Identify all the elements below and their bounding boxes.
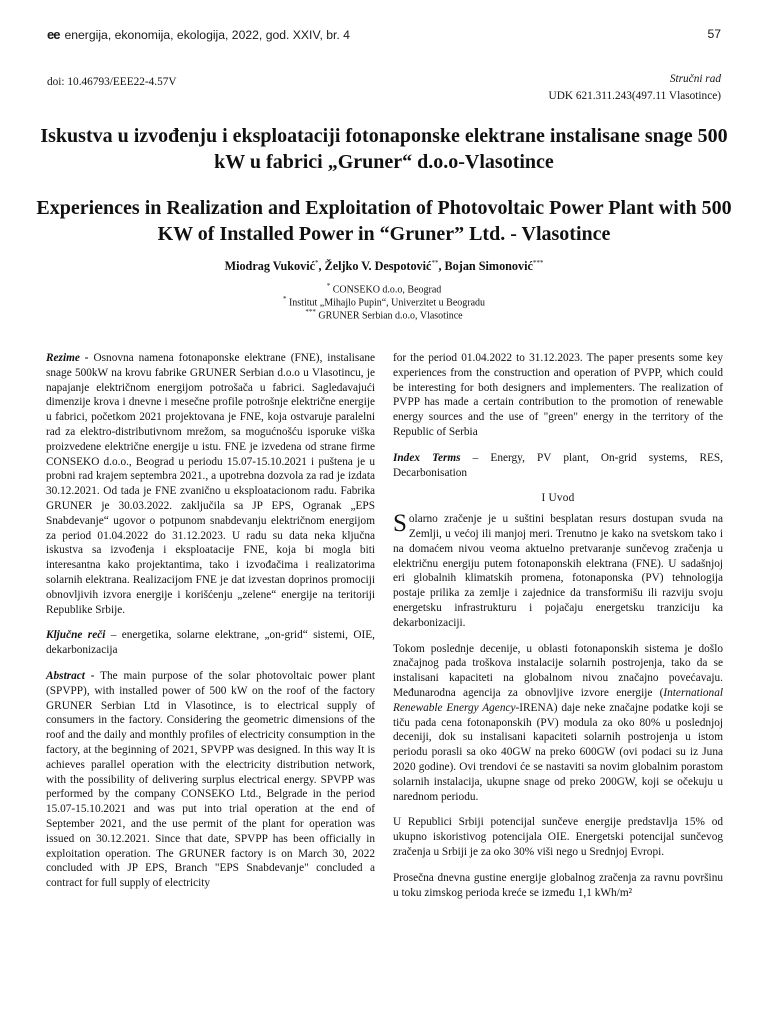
abstract-label: Abstract - — [46, 669, 95, 682]
index-terms-label: Index Terms — [393, 451, 461, 464]
right-column — [393, 351, 723, 911]
intro-paragraph: Solarno zračenje je u suštini besplatan resurs dostupan svuda na Zemlji, u većoj ili manjoj meri. Trenutno je kako na svetskom tako i na domaćem nivou veoma aktuelno pretvaranje sunčevog zračenja u električnu energiju putem fotonaponskih elektrana (FNE). U sadašnjoj eri globalnih klimatskih promena, fotonaponska (PV) tehnologija postaje prilika za zemlje i zajednice da transformišu ili razviju svoju energetsku infrastrukturu i pojačaju energetsku tranziciju ka dekarbonizaciji. — [393, 510, 723, 629]
article-type: Stručni rad — [669, 73, 721, 85]
abstract-continuation: for the period 01.04.2022 to 31.12.2023. The paper presents some key experiences from the construction and operation of PVPP, which could be interesting for both designers and implementers. The realization of PVPP has made a certain contribution to the promotion of renewable energy sources and the use of "green" energy in the territory of the Republic of Serbia — [393, 352, 723, 438]
doi[interactable]: doi: 10.46793/EEE22-4.57V — [47, 76, 177, 88]
affiliation: * Institut „Mihajlo Pupin“, Univerzitet u Beogradu — [282, 295, 486, 309]
author: Miodrag Vuković*, — [224, 259, 325, 274]
kljucne-reci-label: Ključne reči — [46, 629, 106, 642]
journal-logo: ee — [47, 27, 60, 42]
author: Željko V. Despotović**, — [324, 259, 445, 274]
left-column — [46, 351, 375, 902]
kljucne-reci-paragraph: Ključne reči – energetika, solarne elektrane, „on-grid“ sistemi, OIE, dekarbonizacija — [46, 629, 375, 657]
intro-paragraph: U Republici Srbiji potencijal sunčeve energije predstavlja 15% od ukupno iskoristivog potencijala OIE. Energetski potencijal sunčevog zračenja u Srbiji je za oko 30% viši nego u Srednjoj Evropi. — [393, 816, 723, 858]
author-list — [0, 259, 768, 274]
intro-paragraph: Tokom poslednje decenije, u oblasti fotonaponskih sistema je došlo značajnog pada troškova instalacije solarnih postrojenja, tako da se instalisani kapaciteti na globalnom nivou značajno povećavaju. Međunarodna agencija za obnovljive izvore energije (International Renewable Energy Agency-IRENA) daje neke značajne podatke koji se tiču pada cena fotonaponskih (PV) modula za oko 80% u poslednjoj deceniji, dok su instalisani kapaciteti solarnih postrojenja u istom periodu porasli sa oko 40GW na preko 600GW (ovi podaci su iz Juna 2020 godine). Ovi trendovi će se nastaviti sa novim globalnim porastom solarnih instalacija, ukupne snage od preko 200GW, koji se očekuju u narednom periodu. — [393, 642, 724, 803]
section-heading: I Uvod — [541, 492, 575, 505]
index-terms-paragraph: Index Terms – Energy, PV plant, On-grid systems, RES, Decarbonisation — [393, 451, 723, 479]
rezime-label: Rezime - — [46, 352, 89, 364]
udk: UDK 621.311.243(497.11 Vlasotince) — [548, 90, 721, 102]
page-number: 57 — [707, 27, 721, 41]
author: Bojan Simonović*** — [444, 259, 544, 274]
affiliation: *** GRUNER Serbian d.o.o, Vlasotince — [305, 308, 463, 322]
journal-citation: energija, ekonomija, ekologija, 2022, god. XXIV, br. 4 — [64, 28, 350, 42]
title-english: Experiences in Realization and Exploitation of Photovoltaic Power Plant with 500 KW of Installed Power in “Gruner” Ltd. - Vlasotince — [36, 197, 732, 245]
abstract-paragraph: Abstract - The main purpose of the solar photovoltaic power plant (SPVPP), with installed power of 500 kW on the roof of the factory GRUNER Serbian Ltd in Vlasotince, is to electrical supply of consumers in the factory. Considering the geometric dimensions of the roof and the daily and monthly profiles of electricity consumption in the factory, at the beginning of 2021, SPVPP was designed. In this way It is achieves parallel operation with the electricity distribution network, with the possibility of delivering surplus electrical energy. SPVPP was performed by the company CONSEKO Ltd., Belgrade in the period 15.07-15.10.2021 and was put into trial operation at the end of September 2021, and the use permit of the plant for operation was issued on 30.12.2021. Since that date, SPVPP has been officially in exploitation operation. The GRUNER factory is on March 30, 2022 concluded with JP EPS, Branch "EPS Snabdevanje" concluded a contract for full supply of electricity — [46, 669, 375, 890]
article-meta — [549, 71, 721, 105]
title-serbian: Iskustva u izvođenju i eksploataciji fotonaponske elektrane instalisane snage 500 kW u fabrici „Gruner“ d.o.o-Vlasotince — [40, 125, 728, 173]
intro-paragraph: Prosečna dnevna gustine energije globalnog zračenja za ravnu površinu u toku zimskog perioda kreće se između 1,1 kWh/m² — [393, 871, 723, 899]
drop-cap: S — [393, 510, 407, 538]
running-header — [47, 27, 721, 45]
affiliation: * CONSEKO d.o.o, Beograd — [326, 282, 442, 296]
rezime-paragraph: Rezime - Osnovna namena fotonaponske elektrane (FNE), instalisane snage 500kW na krovu fabrike GRUNER Serbian d.o.o u Vlasotincu, je napajanje električnom energijom potrošača u fabrici. Sagledavajući dimenzije krova i dnevne i mesečne profile potrošnje električne energije u fabrici, početkom 2021 projektovana je FNE, koja ostvaruje paralelni rad za elektro-distributivnom mrežom, sa mogućnošću isporuke viška proizvedene električne energije u istu. FNE je izvedena od strane firme CONSEKO d.o.o., Beograd u periodu 15.07-15.10.2021 i puštena je u probni rad krajem septembra 2021., a upotrebna dozvola za rad je izdata 30.12.2021. Od tada je FNE zvanično u eksploatacionom radu. Fabrika GRUNER je 30.03.2022. zaključila sa JP EPS, Ogranak „EPS Snabdevanje“ ugovor o potpunom snabdevanju električnom energijom za period 01.04.2022 do 31.12.2023. U radu su data neka ključna iskustva sa izvođenja i eksploatacije FNE, koja bi mogla biti interesantna kako projektantima, tako i izvođačima i realizatorima solarnih elektrana. Realizacijom FNE je dat izvestan doprinos promociji obnovljivih izvora energije i korišćenju „zelene“ energije na teritoriji Republike Srbije. — [46, 352, 375, 616]
